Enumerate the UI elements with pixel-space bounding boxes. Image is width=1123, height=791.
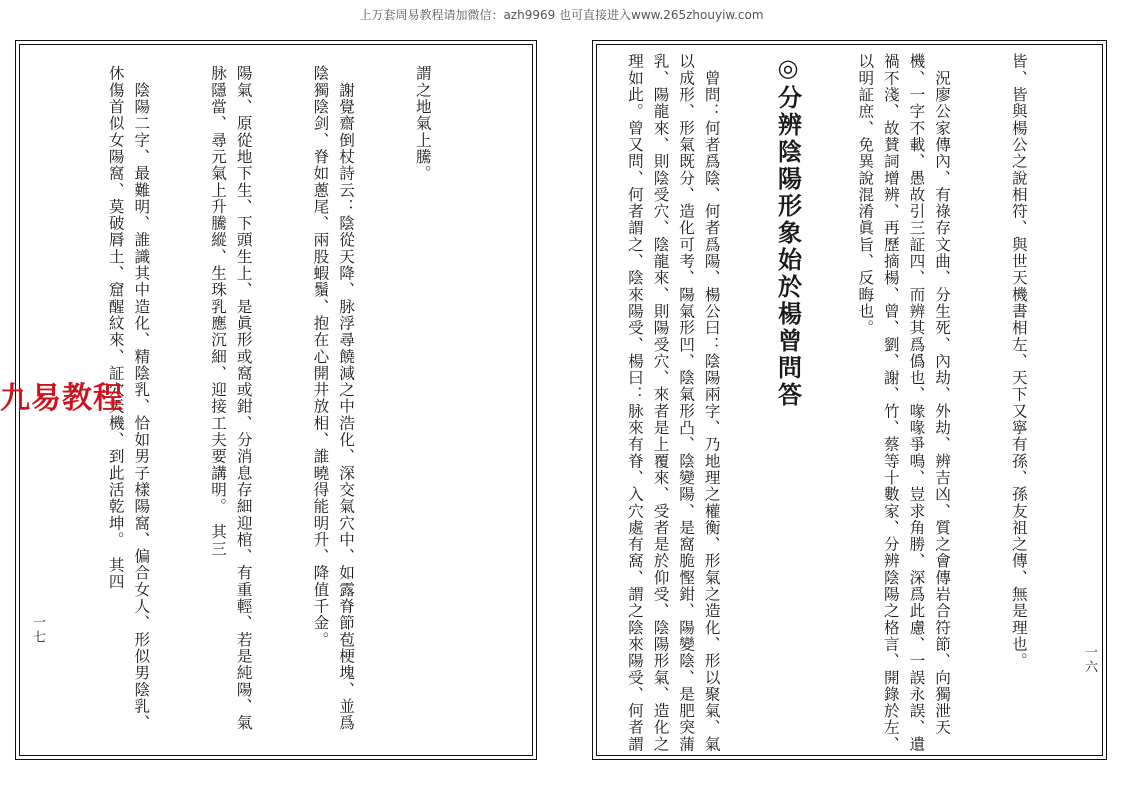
promo-banner	[0, 0, 1123, 40]
paragraph: 謂之地氣上騰。	[413, 65, 432, 182]
page-number-left: 一七	[30, 615, 45, 645]
paragraph: 況廖公家傳內、有祿存文曲、分生死、內劫、外劫、辨吉凶、質之會傳岩合符節、向獨泄天機、一字不載、愚故引三証四、而辨其爲僞也、喙喙爭鳴、豈求角勝、深爲此慮、一誤永誤、遺禍不淺、故賛詞增辨、再歷摘楊、曾、劉、謝、竹、蔡等十數家、分辨陰陽之格言、開錄於左、以明証庶、免異說混淆眞旨、反晦也。	[856, 53, 952, 753]
paragraph: 皆、皆與楊公之說相符、與世天機書相左、天下又寧有孫、孫友祖之傳、無是理也。	[1009, 53, 1028, 670]
right-page-body	[620, 53, 1082, 753]
paragraph: 曾問：何者爲陰、何者爲陽、楊公曰：陰陽兩字、乃地理之權衡、形氣之造化、形以聚氣、氣以成形、形氣既分、造化可考、陽氣形凹、陰氣形凸、陰變陽、是窩脆慳鉗、陽變陰、是肥突蒲乳、陽龍來、則陰受穴、陰龍來、則陽受穴、來者是上覆來、受者是於仰受、陰陽形氣、造化之理如此。曾又問、何者謂之、陰來陽受、楊曰：脉來有脊、入穴處有窩、謂之陰來陽受、何者謂	[625, 53, 721, 753]
right-page	[592, 40, 1107, 760]
paragraph: 陰陽二字、最難明、誰識其中造化、精陰乳、恰如男子樣陽窩、偏合女人、形似男陰乳、休傷首似女陽窩、莫破脣土、窟醒紋來、証穴天機、到此活乾坤。 其四	[106, 65, 151, 731]
promo-text: 上万套周易教程请加微信：azh9969 也可直接进入www.265zhouyiw.com	[359, 8, 764, 22]
page-number-right: 一六	[1082, 645, 1097, 675]
section-title: ◎分辨陰陽形象始於楊曾問答	[773, 53, 803, 409]
paragraph: 謝覺齋倒杖詩云：陰從天降、脉浮尋饒減之中浩化、深交氣穴中、如露脊節苞梗塊、並爲陰獨陰剑、脊如蔥尾、兩股蝦鬚、抱在心開井放相、誰曉得能明升、降值千金。	[311, 65, 356, 731]
paragraph: 陽氣、原從地下生、下頭生上、是眞形或窩或鉗、分消息存細迎棺、有重輕、若是純陽、氣脉隱當、尋元氣上升騰縱、生珠乳應沉細、迎接工夫要講明。 其三	[209, 65, 253, 731]
left-page-body	[86, 65, 486, 739]
watermark-logo: 九易教程	[0, 381, 124, 416]
